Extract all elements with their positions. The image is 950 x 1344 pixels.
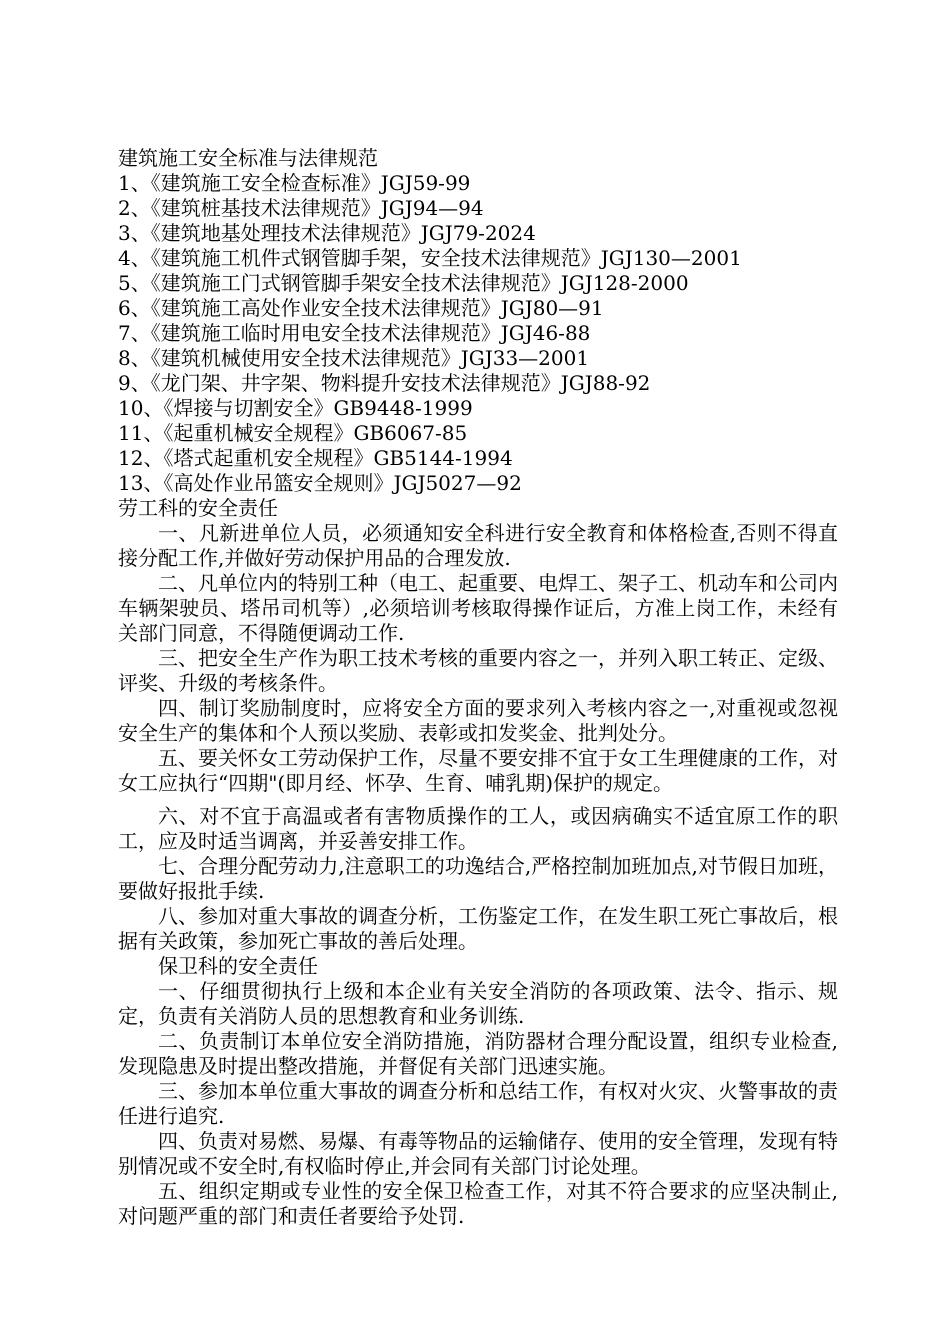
labor-item: 七、合理分配劳动力,注意职工的功逸结合,严格控制加班加点,对节假日加班，要做好报批手续.: [118, 854, 838, 903]
labor-item: 二、凡单位内的特别工种（电工、起重要、电焊工、架子工、机动车和公司内车辆架驶员、塔吊司机等）,必须培训考核取得操作证后，方准上岗工作，未经有关部门同意，不得随便调动工作.: [118, 571, 838, 645]
labor-item: 四、制订奖励制度时，应将安全方面的要求列入考核内容之一,对重视或忽视安全生产的集体和个人预以奖励、表彰或扣发奖金、批判处分。: [118, 696, 838, 745]
standard-item: 13、《高处作业吊篮安全规则》JGJ5027—92: [118, 471, 522, 495]
labor-item: 一、凡新进单位人员，必须通知安全科进行安全教育和体格检查,否则不得直接分配工作,并做好劳动保护用品的合理发放.: [118, 521, 838, 570]
labor-heading: 劳工科的安全责任: [118, 496, 278, 520]
security-item: 五、组织定期或专业性的安全保卫检查工作，对其不符合要求的应坚决制止,对问题严重的部门和责任者要给予处罚.: [118, 1179, 838, 1228]
security-item: 二、负责制订本单位安全消防措施，消防器材合理分配设置，组织专业检查,发现隐患及时提出整改措施，并督促有关部门迅速实施。: [118, 1029, 838, 1078]
standards-list: [118, 171, 838, 496]
labor-item: 五、要关怀女工劳动保护工作，尽量不要安排不宜于女工生理健康的工作，对女工应执行“四期"(即月经、怀孕、生育、哺乳期)保护的规定。: [118, 746, 838, 795]
document-title: 建筑施工安全标准与法律规范: [118, 146, 378, 170]
standard-item: 7、《建筑施工临时用电安全技术法律规范》JGJ46-88: [118, 321, 591, 345]
document-page: [118, 146, 838, 1229]
security-item: 四、负责对易燃、易爆、有毒等物品的运输储存、使用的安全管理，发现有特别情况或不安全时,有权临时停止,并会同有关部门讨论处理。: [118, 1129, 838, 1178]
security-heading: 保卫科的安全责任: [158, 954, 318, 978]
labor-section: [118, 496, 838, 954]
standard-item: 12、《塔式起重机安全规程》GB5144-1994: [118, 446, 513, 470]
standard-item: 3、《建筑地基处理技术法律规范》JGJ79-2024: [118, 221, 536, 245]
security-section: [118, 954, 838, 1229]
standard-item: 1、《建筑施工安全检查标准》JGJ59-99: [118, 171, 471, 195]
standard-item: 10、《焊接与切割安全》GB9448-1999: [118, 396, 473, 420]
security-item: 一、仔细贯彻执行上级和本企业有关安全消防的各项政策、法令、指示、规定，负责有关消防人员的思想教育和业务训练.: [118, 979, 838, 1028]
labor-item: 三、把安全生产作为职工技术考核的重要内容之一，并列入职工转正、定级、评奖、升级的考核条件。: [118, 646, 838, 695]
standard-item: 5、《建筑施工门式钢管脚手架安全技术法律规范》JGJ128-2000: [118, 271, 689, 295]
labor-item: 八、参加对重大事故的调查分析，工伤鉴定工作，在发生职工死亡事故后，根据有关政策，参加死亡事故的善后处理。: [118, 904, 838, 953]
standard-item: 2、《建筑桩基技术法律规范》JGJ94—94: [118, 196, 484, 220]
security-item: 三、参加本单位重大事故的调查分析和总结工作，有权对火灾、火警事故的责任进行追究.: [118, 1079, 838, 1128]
standard-item: 4、《建筑施工机件式钢管脚手架，安全技术法律规范》JGJ130—2001: [118, 246, 742, 270]
standard-item: 6、《建筑施工高处作业安全技术法律规范》JGJ80—91: [118, 296, 604, 320]
standard-item: 11、《起重机械安全规程》GB6067-85: [118, 421, 468, 445]
standard-item: 9、《龙门架、井字架、物料提升安技术法律规范》JGJ88-92: [118, 371, 651, 395]
labor-item: 六、对不宜于高温或者有害物质操作的工人，或因病确实不适宜原工作的职工，应及时适当调离，并妥善安排工作。: [118, 804, 838, 853]
standard-item: 8、《建筑机械使用安全技术法律规范》JGJ33—2001: [118, 346, 590, 370]
